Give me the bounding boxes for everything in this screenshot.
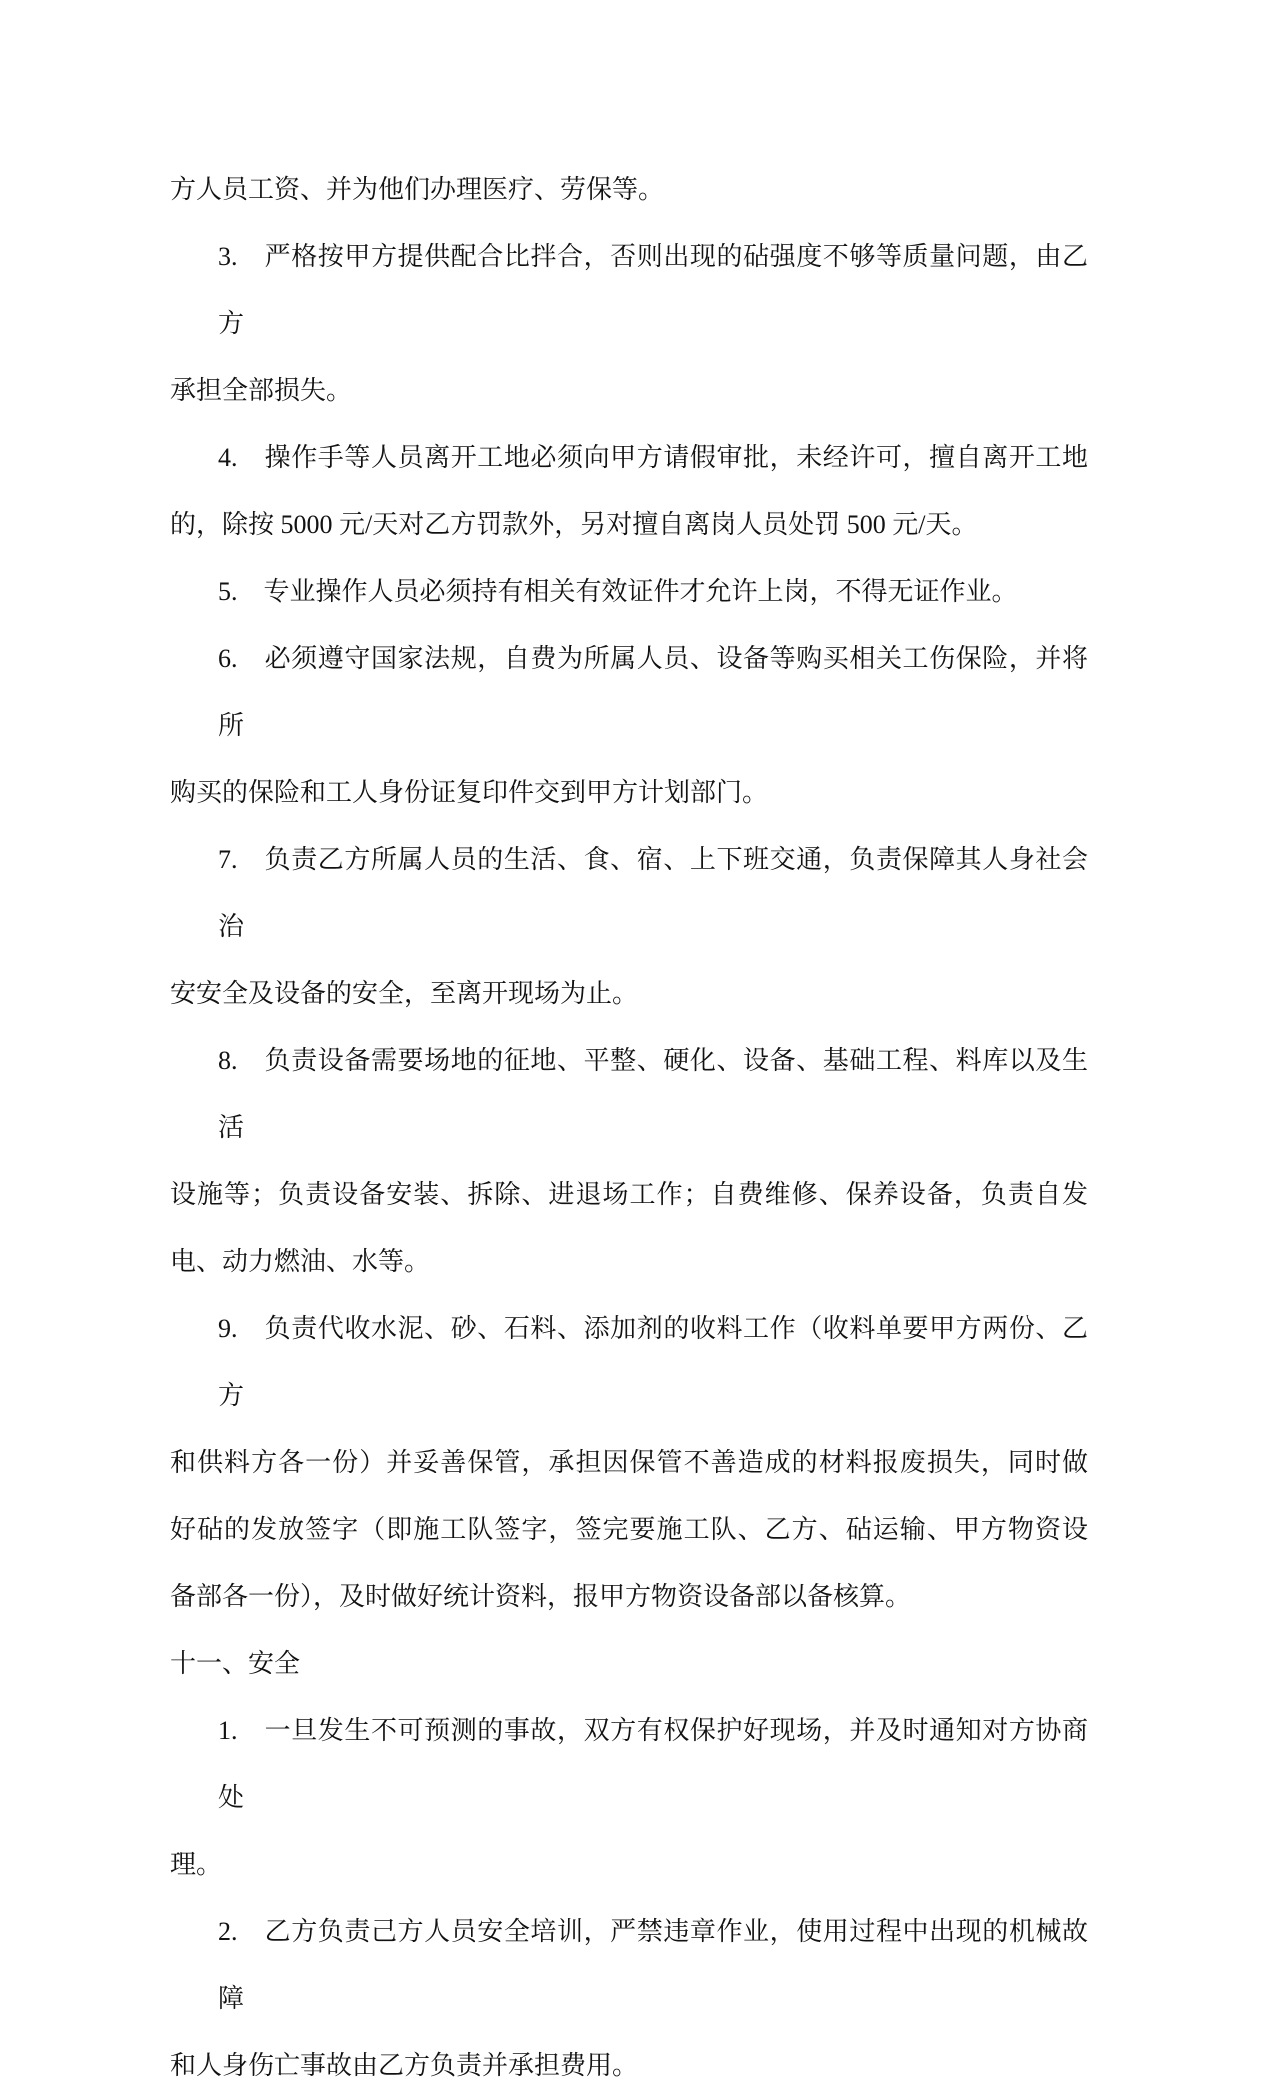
- contract-text-block: [170, 156, 1088, 2099]
- paragraph-line: 设施等；负责设备安装、拆除、进退场工作；自费维修、保养设备，负责自发: [170, 1180, 1088, 1209]
- paragraph-line: 电、动力燃油、水等。: [170, 1247, 431, 1276]
- paragraph-line: 的，除按 5000 元/天对乙方罚款外，另对擅自离岗人员处罚 500 元/天。: [170, 510, 978, 539]
- paragraph-line: 9. 负责代收水泥、砂、石料、添加剂的收料工作（收料单要甲方两份、乙方: [218, 1314, 1088, 1410]
- paragraph-line: 和供料方各一份）并妥善保管，承担因保管不善造成的材料报废损失，同时做: [170, 1448, 1088, 1477]
- paragraph-line: 理。: [170, 1850, 223, 1879]
- paragraph-line: 承担全部损失。: [170, 376, 353, 405]
- paragraph-line: 2. 乙方负责己方人员安全培训，严禁违章作业，使用过程中出现的机械故障: [218, 1917, 1088, 2013]
- paragraph-line: 备部各一份），及时做好统计资料，报甲方物资设备部以备核算。: [170, 1582, 912, 1611]
- paragraph-line: 7. 负责乙方所属人员的生活、食、宿、上下班交通，负责保障其人身社会治: [218, 845, 1088, 941]
- paragraph-line: 8. 负责设备需要场地的征地、平整、硬化、设备、基础工程、料库以及生活: [218, 1046, 1088, 1142]
- paragraph-line: 方人员工资、并为他们办理医疗、劳保等。: [170, 175, 665, 204]
- paragraph: [170, 156, 1088, 223]
- section-heading-text: 十一、安全: [170, 1649, 301, 1678]
- paragraph-line: 安安全及设备的安全，至离开现场为止。: [170, 979, 639, 1008]
- numbered-clause: [170, 424, 1088, 558]
- paragraph-line: 和人身伤亡事故由乙方负责并承担费用。: [170, 2051, 639, 2080]
- paragraph-line: 4. 操作手等人员离开工地必须向甲方请假审批，未经许可，擅自离开工地: [218, 443, 1088, 472]
- numbered-clause: [170, 625, 1088, 826]
- paragraph-line: 3. 严格按甲方提供配合比拌合，否则出现的砧强度不够等质量问题，由乙方: [218, 242, 1088, 338]
- numbered-clause: [170, 1027, 1088, 1295]
- numbered-clause: [170, 223, 1088, 424]
- numbered-clause: [170, 1898, 1088, 2099]
- numbered-clause: [170, 826, 1088, 1027]
- paragraph-line: 好砧的发放签字（即施工队签字，签完要施工队、乙方、砧运输、甲方物资设: [170, 1515, 1088, 1544]
- paragraph-line: 购买的保险和工人身份证复印件交到甲方计划部门。: [170, 778, 769, 807]
- paragraph-line: 1. 一旦发生不可预测的事故，双方有权保护好现场，并及时通知对方协商处: [218, 1716, 1088, 1812]
- numbered-clause: [170, 1295, 1088, 1630]
- numbered-clause: [170, 1697, 1088, 1898]
- numbered-clause: [170, 558, 1088, 625]
- paragraph-line: 6. 必须遵守国家法规，自费为所属人员、设备等购买相关工伤保险，并将所: [218, 644, 1088, 740]
- section-heading: [170, 1630, 1088, 1697]
- paragraph-line: 5. 专业操作人员必须持有相关有效证件才允许上岗，不得无证作业。: [218, 577, 1018, 606]
